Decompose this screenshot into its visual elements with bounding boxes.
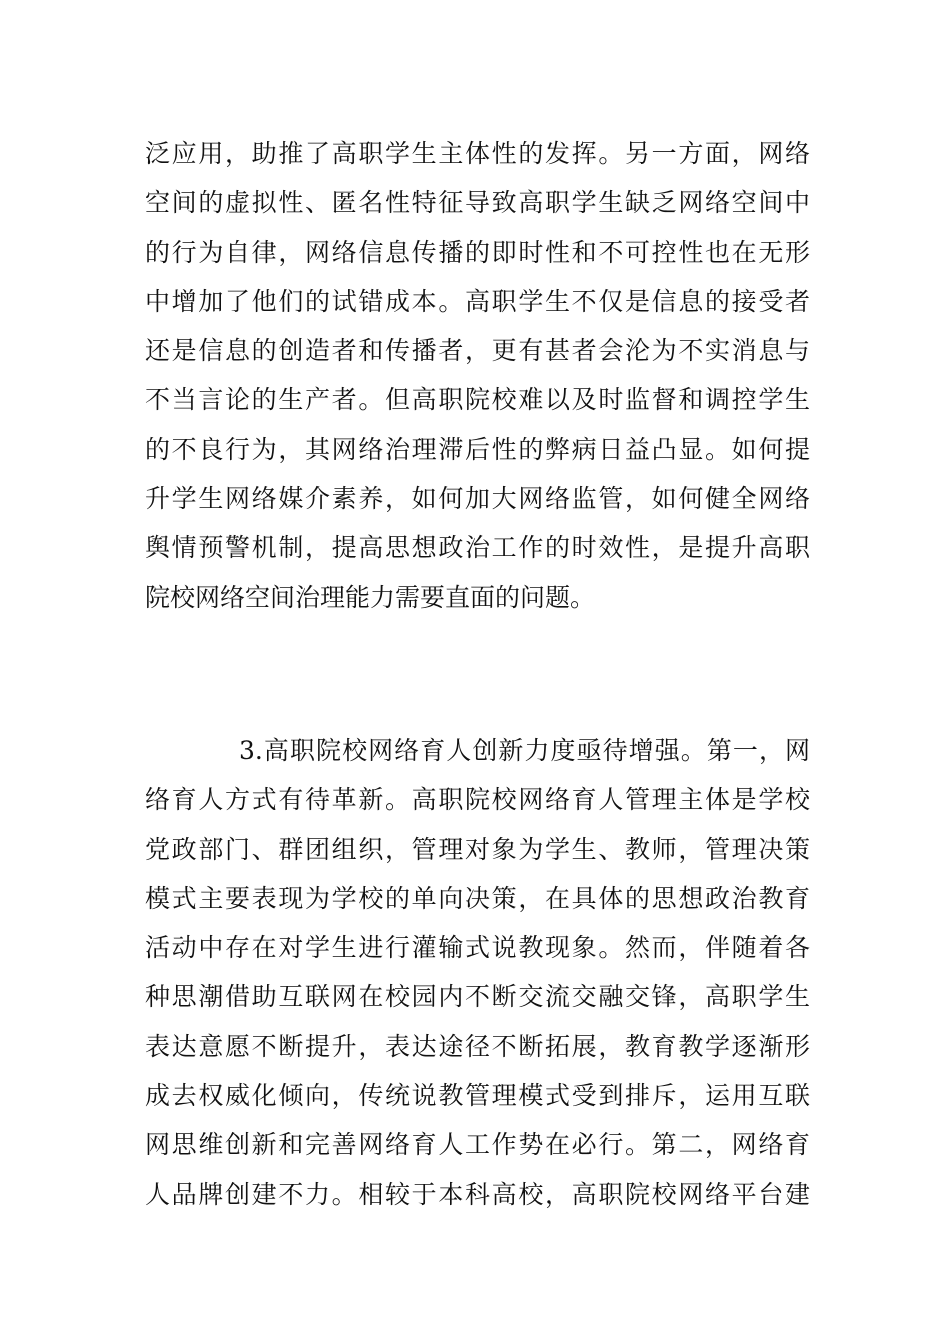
text-line: 院校网络空间治理能力需要直面的问题。 bbox=[145, 582, 596, 612]
paragraph bbox=[145, 726, 810, 1219]
text-line: 不当言论的生产者。但高职院校难以及时监督和调控学生 bbox=[145, 385, 810, 415]
text-line: 模式主要表现为学校的单向决策，在具体的思想政治教育 bbox=[145, 883, 810, 913]
text-line: 种思潮借助互联网在校园内不断交流交融交锋，高职学生 bbox=[145, 982, 810, 1012]
text-line: 人品牌创建不力。相较于本科高校，高职院校网络平台建 bbox=[145, 1179, 810, 1209]
text-line: 网思维创新和完善网络育人工作势在必行。第二，网络育 bbox=[145, 1130, 810, 1160]
paragraph bbox=[145, 129, 810, 622]
text-line: 中增加了他们的试错成本。高职学生不仅是信息的接受者 bbox=[145, 286, 810, 316]
text-line: 升学生网络媒介素养，如何加大网络监管，如何健全网络 bbox=[145, 484, 810, 514]
text-line: 的不良行为，其网络治理滞后性的弊病日益凸显。如何提 bbox=[145, 434, 810, 464]
text-line: 党政部门、群团组织，管理对象为学生、教师，管理决策 bbox=[145, 834, 810, 864]
text-line: 活动中存在对学生进行灌输式说教现象。然而，伴随着各 bbox=[145, 933, 810, 963]
text-line: 舆情预警机制，提高思想政治工作的时效性，是提升高职 bbox=[145, 533, 810, 563]
text-line: 络育人方式有待革新。高职院校网络育人管理主体是学校 bbox=[145, 785, 810, 815]
text-line: 空间的虚拟性、匿名性特征导致高职学生缺乏网络空间中 bbox=[145, 188, 810, 218]
text-line: 3.高职院校网络育人创新力度亟待增强。第一，网 bbox=[239, 736, 810, 765]
text-line: 的行为自律，网络信息传播的即时性和不可控性也在无形 bbox=[145, 237, 810, 267]
text-line: 还是信息的创造者和传播者，更有甚者会沦为不实消息与 bbox=[145, 336, 810, 366]
text-line: 表达意愿不断提升，表达途径不断拓展，教育教学逐渐形 bbox=[145, 1031, 810, 1061]
text-line: 成去权威化倾向，传统说教管理模式受到排斥，运用互联 bbox=[145, 1081, 810, 1111]
text-line: 泛应用，助推了高职学生主体性的发挥。另一方面，网络 bbox=[145, 139, 810, 168]
